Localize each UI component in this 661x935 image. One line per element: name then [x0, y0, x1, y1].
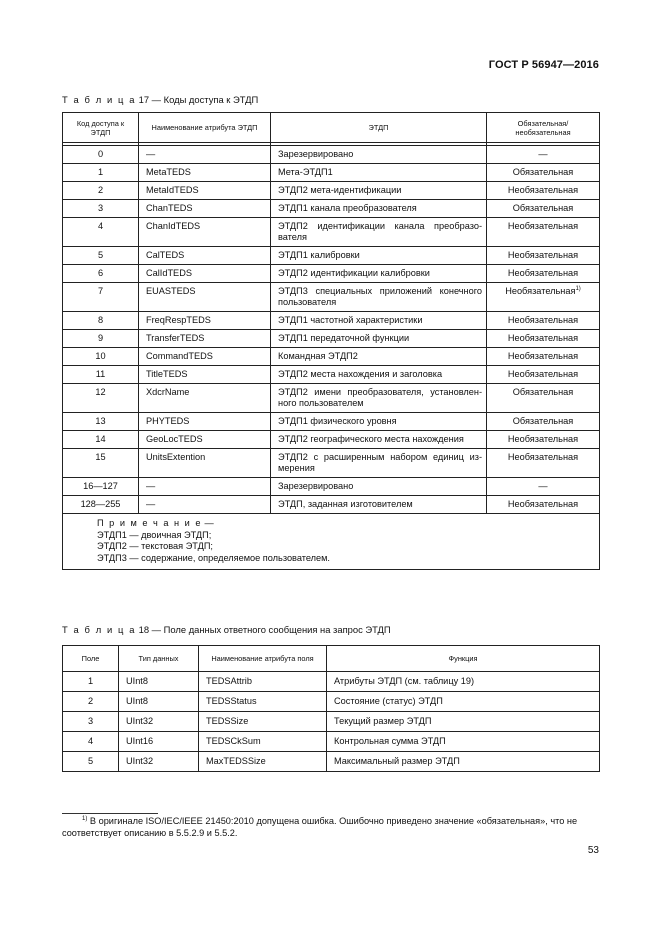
teds-cell	[271, 496, 487, 514]
cell-text: UnitsExtention	[146, 452, 206, 462]
attribute-name-cell	[139, 384, 271, 413]
access-code-cell	[63, 348, 139, 366]
cell-text: Обязательная	[512, 167, 574, 177]
cell-text: ЭТДП1 частотной характеристики	[278, 315, 423, 325]
cell-text: ЭТДП1 канала преобразователя	[278, 203, 417, 213]
note-line: ЭТДП3 — содержание, определяемое пользователем.	[97, 552, 330, 563]
function-cell: Атрибуты ЭТДП (см. таблицу 19)	[327, 672, 600, 692]
required-cell	[487, 146, 600, 164]
teds-cell	[271, 218, 487, 247]
field-attribute-cell: MaxTEDSSize	[199, 752, 327, 772]
table-17-caption	[62, 94, 258, 105]
cell-text: CalTEDS	[146, 250, 185, 260]
data-type-cell: UInt8	[119, 692, 199, 712]
column-header-function: Функция	[327, 646, 600, 672]
table-18-header-row	[63, 646, 600, 672]
field-number-cell: 2	[63, 692, 119, 712]
cell-text: ЭТДП1 передаточной функции	[278, 333, 410, 343]
note-dash: —	[204, 518, 214, 528]
attribute-name-cell	[139, 413, 271, 431]
footnote-marker: 1)	[82, 815, 88, 822]
table-row	[63, 732, 600, 752]
teds-cell	[271, 283, 487, 312]
page-number: 53	[587, 845, 599, 856]
table-17-caption-prefix: Т а б л и ц а	[62, 94, 137, 105]
table-row	[63, 672, 600, 692]
cell-text: 1	[97, 167, 104, 177]
cell-text: PHYTEDS	[146, 416, 190, 426]
table-row	[63, 449, 600, 478]
teds-cell	[271, 164, 487, 182]
cell-text: ЭТДП2 мета-идентификации	[278, 185, 402, 195]
attribute-name-cell	[139, 164, 271, 182]
cell-text: Необязательная	[507, 369, 579, 379]
required-cell	[487, 478, 600, 496]
cell-text: 12	[95, 387, 106, 397]
table-17-note	[63, 514, 600, 570]
table-row	[63, 712, 600, 732]
footnote-reference: 1)	[575, 285, 581, 292]
access-code-cell	[63, 413, 139, 431]
table-row	[63, 348, 600, 366]
table-row	[63, 164, 600, 182]
table-row	[63, 200, 600, 218]
attribute-name-cell	[139, 496, 271, 514]
required-cell	[487, 265, 600, 283]
table-row	[63, 218, 600, 247]
teds-cell	[271, 431, 487, 449]
teds-cell	[271, 146, 487, 164]
attribute-name-cell	[139, 431, 271, 449]
required-cell	[487, 449, 600, 478]
column-header-field-attribute: Наименование атрибута поля	[199, 646, 327, 672]
attribute-name-cell	[139, 478, 271, 496]
column-header-attribute-name: Наименование атрибута ЭТДП	[139, 113, 271, 143]
attribute-name-cell	[139, 146, 271, 164]
table-row	[63, 384, 600, 413]
function-cell: Текущий размер ЭТДП	[327, 712, 600, 732]
cell-text: ЭТДП2 с расширенным набором единиц измерения	[278, 452, 482, 473]
cell-text: 0	[97, 149, 104, 159]
cell-text: 4	[97, 221, 104, 231]
field-attribute-cell: TEDSStatus	[199, 692, 327, 712]
table-18-caption-title: 18 — Поле данных ответного сообщения на запрос ЭТДП	[138, 624, 391, 635]
cell-text: —	[538, 149, 548, 159]
cell-text: 7	[97, 286, 104, 296]
column-header-teds: ЭТДП	[271, 113, 487, 143]
cell-text: 10	[95, 351, 106, 361]
cell-text: Обязательная	[512, 416, 574, 426]
cell-text: FreqRespTEDS	[146, 315, 211, 325]
cell-text: ЭТДП2 идентификации калибровки	[278, 268, 430, 278]
attribute-name-cell	[139, 330, 271, 348]
table-17-header-row	[63, 113, 600, 143]
cell-text: ЭТДП3 специальных приложений конечного пользователя	[278, 286, 482, 307]
cell-text: ЭТДП2 места нахождения и заголовка	[278, 369, 443, 379]
teds-cell	[271, 413, 487, 431]
table-18-caption	[62, 624, 391, 635]
access-code-cell	[63, 283, 139, 312]
cell-text: Необязательная	[507, 351, 579, 361]
footnote-rule	[62, 813, 158, 814]
cell-text: ЭТДП2 географического места нахождения	[278, 434, 464, 444]
cell-text: TitleTEDS	[146, 369, 188, 379]
cell-text: 16—127	[83, 481, 118, 491]
table-row	[63, 366, 600, 384]
cell-text: Необязательная	[507, 434, 579, 444]
teds-cell	[271, 265, 487, 283]
cell-text: EUASTEDS	[146, 286, 196, 296]
attribute-name-cell	[139, 283, 271, 312]
cell-text: ЭТДП, заданная изготовителем	[278, 499, 413, 509]
attribute-name-cell	[139, 449, 271, 478]
required-cell	[487, 164, 600, 182]
attribute-name-cell	[139, 200, 271, 218]
cell-text: Зарезервировано	[278, 149, 354, 159]
cell-text: TransferTEDS	[146, 333, 205, 343]
cell-text: —	[146, 481, 156, 491]
required-cell	[487, 366, 600, 384]
note-line: ЭТДП2 — текстовая ЭТДП;	[97, 541, 213, 551]
cell-text: Мета-ЭТДП1	[278, 167, 333, 177]
cell-text: —	[538, 481, 548, 491]
attribute-name-cell	[139, 247, 271, 265]
field-number-cell: 3	[63, 712, 119, 732]
column-header-required: Обязательная/ необязательная	[487, 113, 600, 143]
note-title: П р и м е ч а н и е	[97, 518, 202, 528]
cell-text: —	[146, 499, 156, 509]
cell-text: Необязательная	[507, 333, 579, 343]
attribute-name-cell	[139, 348, 271, 366]
required-cell	[487, 348, 600, 366]
teds-cell	[271, 449, 487, 478]
data-type-cell: UInt8	[119, 672, 199, 692]
cell-text: 9	[97, 333, 104, 343]
cell-text: Необязательная	[507, 452, 579, 462]
data-type-cell: UInt16	[119, 732, 199, 752]
access-code-cell	[63, 247, 139, 265]
note-line: ЭТДП1 — двоичная ЭТДП;	[97, 529, 212, 540]
column-header-field: Поле	[63, 646, 119, 672]
column-header-data-type: Тип данных	[119, 646, 199, 672]
access-code-cell	[63, 312, 139, 330]
function-cell: Состояние (статус) ЭТДП	[327, 692, 600, 712]
table-17-caption-title: 17 — Коды доступа к ЭТДП	[138, 94, 259, 105]
required-cell	[487, 312, 600, 330]
cell-text: —	[146, 149, 156, 159]
table-row	[63, 182, 600, 200]
field-attribute-cell: TEDSAttrib	[199, 672, 327, 692]
teds-cell	[271, 384, 487, 413]
attribute-name-cell	[139, 312, 271, 330]
attribute-name-cell	[139, 366, 271, 384]
attribute-name-cell	[139, 265, 271, 283]
table-18-response-fields	[62, 645, 600, 772]
cell-text: 128—255	[80, 499, 121, 509]
column-header-access-code: Код доступа к ЭТДП	[63, 113, 139, 143]
standard-designation: ГОСТ Р 56947—2016	[488, 59, 599, 71]
access-code-cell	[63, 146, 139, 164]
field-attribute-cell: TEDSCkSum	[199, 732, 327, 752]
cell-text: ЭТДП2 имени преобразователя, установленного пользователем	[278, 387, 482, 408]
attribute-name-cell	[139, 218, 271, 247]
cell-text: 3	[97, 203, 104, 213]
cell-text: XdcrName	[146, 387, 190, 397]
cell-text: Необязательная	[507, 185, 579, 195]
access-code-cell	[63, 330, 139, 348]
cell-text: GeoLocTEDS	[146, 434, 203, 444]
field-number-cell: 4	[63, 732, 119, 752]
required-cell	[487, 200, 600, 218]
function-cell: Максимальный размер ЭТДП	[327, 752, 600, 772]
cell-text: Необязательная	[507, 221, 579, 231]
cell-text: ЭТДП1 физического уровня	[278, 416, 397, 426]
table-row	[63, 146, 600, 164]
required-cell	[487, 218, 600, 247]
cell-text: 8	[97, 315, 104, 325]
access-code-cell	[63, 218, 139, 247]
cell-text: 2	[97, 185, 104, 195]
required-cell	[487, 496, 600, 514]
teds-cell	[271, 478, 487, 496]
cell-text: Необязательная	[505, 286, 576, 296]
cell-text: ЭТДП1 калибровки	[278, 250, 360, 260]
cell-text: MetaTEDS	[146, 167, 191, 177]
cell-text: Обязательная	[512, 203, 574, 213]
table-row	[63, 496, 600, 514]
table-row	[63, 431, 600, 449]
cell-text: 11	[95, 369, 106, 379]
required-cell	[487, 384, 600, 413]
cell-text: 13	[95, 416, 106, 426]
data-type-cell: UInt32	[119, 752, 199, 772]
teds-cell	[271, 247, 487, 265]
required-cell	[487, 330, 600, 348]
cell-text: Зарезервировано	[278, 481, 354, 491]
required-cell	[487, 283, 600, 312]
field-number-cell: 5	[63, 752, 119, 772]
table-18-caption-prefix: Т а б л и ц а	[62, 624, 137, 635]
table-row	[63, 413, 600, 431]
cell-text: 15	[95, 452, 106, 462]
access-code-cell	[63, 182, 139, 200]
footnote-text: В оригинале ISO/IEC/IEEE 21450:2010 допущена ошибка. Ошибочно приведено значение «обязательная», что не соответствует описанию в 5.5.2.9 и 5.5.2.	[62, 816, 578, 838]
table-row	[63, 330, 600, 348]
access-code-cell	[63, 366, 139, 384]
cell-text: Необязательная	[507, 250, 579, 260]
teds-cell	[271, 366, 487, 384]
access-code-cell	[63, 200, 139, 218]
cell-text: Командная ЭТДП2	[278, 351, 358, 361]
function-cell: Контрольная сумма ЭТДП	[327, 732, 600, 752]
cell-text: CommandTEDS	[146, 351, 213, 361]
cell-text: Необязательная	[507, 268, 579, 278]
footnote	[62, 815, 602, 839]
table-row	[63, 692, 600, 712]
cell-text: CalIdTEDS	[146, 268, 192, 278]
table-row	[63, 478, 600, 496]
cell-text: MetaIdTEDS	[146, 185, 199, 195]
teds-cell	[271, 200, 487, 218]
table-17-access-codes	[62, 112, 600, 570]
teds-cell	[271, 312, 487, 330]
required-cell	[487, 431, 600, 449]
access-code-cell	[63, 265, 139, 283]
cell-text: Необязательная	[507, 315, 579, 325]
required-cell	[487, 182, 600, 200]
cell-text: 6	[97, 268, 104, 278]
table-row	[63, 247, 600, 265]
table-row	[63, 312, 600, 330]
required-cell	[487, 413, 600, 431]
access-code-cell	[63, 431, 139, 449]
access-code-cell	[63, 384, 139, 413]
table-row	[63, 752, 600, 772]
cell-text: 5	[97, 250, 104, 260]
cell-text: ЭТДП2 идентификации канала преобразователя	[278, 221, 482, 242]
cell-text: Необязательная	[507, 499, 579, 509]
table-row	[63, 265, 600, 283]
cell-text: ChanTEDS	[146, 203, 193, 213]
attribute-name-cell	[139, 182, 271, 200]
access-code-cell	[63, 164, 139, 182]
cell-text: Обязательная	[512, 387, 574, 397]
required-cell	[487, 247, 600, 265]
teds-cell	[271, 330, 487, 348]
field-number-cell: 1	[63, 672, 119, 692]
table-row	[63, 283, 600, 312]
teds-cell	[271, 348, 487, 366]
data-type-cell: UInt32	[119, 712, 199, 732]
access-code-cell	[63, 449, 139, 478]
access-code-cell	[63, 478, 139, 496]
cell-text: 14	[95, 434, 106, 444]
access-code-cell	[63, 496, 139, 514]
field-attribute-cell: TEDSSize	[199, 712, 327, 732]
cell-text: ChanIdTEDS	[146, 221, 201, 231]
teds-cell	[271, 182, 487, 200]
